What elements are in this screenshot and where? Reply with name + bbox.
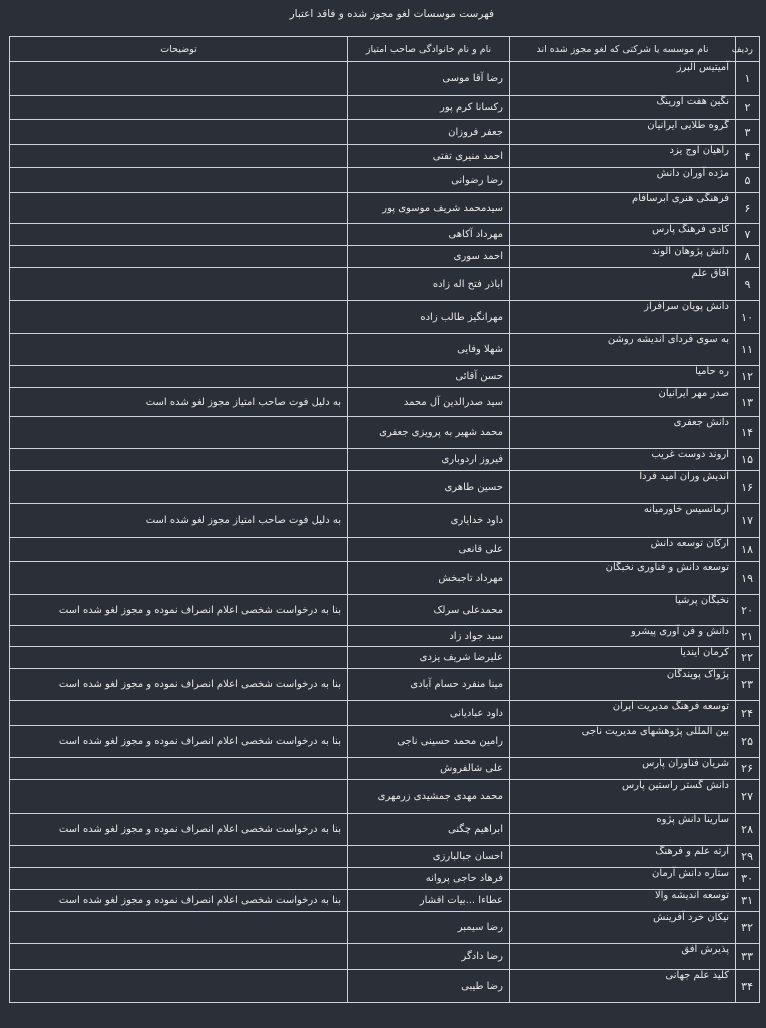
row-index: ۱۳ [736, 388, 760, 417]
row-index: ۲۱ [736, 626, 760, 647]
owner-name: سید صدرالدین آل محمد [348, 388, 510, 417]
institution-name: ارکان توسعه دانش [510, 538, 736, 562]
row-index: ۱۵ [736, 449, 760, 471]
institution-name: راهیان اوج یزد [510, 145, 736, 168]
row-index: ۵ [736, 168, 760, 193]
row-index: ۲۳ [736, 669, 760, 701]
institution-name: اندیش وران امید فردا [510, 471, 736, 504]
institution-name: دانش پژوهان الوند [510, 246, 736, 268]
row-notes [10, 301, 348, 334]
row-index: ۲۵ [736, 726, 760, 758]
owner-name: رضا رضوانی [348, 168, 510, 193]
row-notes: بنا به درخواست شخصی اعلام انصراف نموده و مجوز لغو شده است [10, 890, 348, 912]
page-title: فهرست موسسات لغو مجوز شده و فاقد اعتبار [289, 8, 494, 20]
table-row [10, 246, 760, 268]
institution-name: کادی فرهنگ پارس [510, 224, 736, 246]
row-notes [10, 168, 348, 193]
owner-name: شهلا وفایی [348, 334, 510, 366]
row-notes [10, 944, 348, 970]
institution-name: بین المللی پژوهشهای مدیریت ناجی [510, 726, 736, 758]
owner-name: اباذر فتح اله زاده [348, 268, 510, 301]
institution-name: توسعه فرهنگ مدیریت ایران [510, 701, 736, 726]
row-index: ۲۰ [736, 595, 760, 626]
table-header-row [10, 37, 760, 62]
row-notes [10, 471, 348, 504]
table-row [10, 758, 760, 780]
table-row [10, 449, 760, 471]
owner-name: رضا سیمبر [348, 912, 510, 944]
table-row [10, 912, 760, 944]
table-row [10, 193, 760, 224]
institution-name: آفاق علم [510, 268, 736, 301]
row-notes [10, 449, 348, 471]
row-index: ۸ [736, 246, 760, 268]
owner-name: عطاءا ...بیات افشار [348, 890, 510, 912]
table-row [10, 669, 760, 701]
table-row [10, 120, 760, 145]
row-index: ۱۰ [736, 301, 760, 334]
row-notes [10, 120, 348, 145]
institution-name: اروند دوست غریب [510, 449, 736, 471]
institution-name: سارینا دانش پژوه [510, 814, 736, 846]
owner-name: احمد سوری [348, 246, 510, 268]
owner-name: علی قانعی [348, 538, 510, 562]
table-row [10, 268, 760, 301]
row-notes [10, 647, 348, 669]
institution-name: مژده آوران دانش [510, 168, 736, 193]
institution-name: گروه طلایی ایرانیان [510, 120, 736, 145]
row-notes [10, 626, 348, 647]
institution-name: شریان فناوران پارس [510, 758, 736, 780]
owner-name: فیروز اردوباری [348, 449, 510, 471]
row-notes: بنا به درخواست شخصی اعلام انصراف نموده و مجوز لغو شده است [10, 726, 348, 758]
row-index: ۳۴ [736, 970, 760, 1003]
table-row [10, 504, 760, 538]
institution-name: دانش و فن آوری پیشرو [510, 626, 736, 647]
row-notes [10, 780, 348, 814]
row-index: ۱۸ [736, 538, 760, 562]
institution-name: به سوی فردای اندیشه روشن [510, 334, 736, 366]
institution-name: نگین هفت اورینگ [510, 96, 736, 120]
owner-name: رکسانا کرم پور [348, 96, 510, 120]
row-index: ۲۲ [736, 647, 760, 669]
row-index: ۲۷ [736, 780, 760, 814]
row-notes [10, 846, 348, 868]
institution-name: پذیرش افق [510, 944, 736, 970]
institution-name: توسعه دانش و فناوری نخبگان [510, 562, 736, 595]
table-row [10, 301, 760, 334]
owner-name: حسین طاهری [348, 471, 510, 504]
owner-name: فرهاد حاجی پروانه [348, 868, 510, 890]
row-index: ۱۱ [736, 334, 760, 366]
row-notes [10, 268, 348, 301]
owner-name: رضا آقا موسی [348, 62, 510, 96]
table-row [10, 868, 760, 890]
institution-name: آمیتیس البرز [510, 62, 736, 96]
row-index: ۱۴ [736, 417, 760, 449]
row-index: ۹ [736, 268, 760, 301]
institution-name: کلید علم جهانی [510, 970, 736, 1003]
table-row [10, 595, 760, 626]
table-row [10, 224, 760, 246]
table-row [10, 366, 760, 388]
table-row [10, 334, 760, 366]
owner-name: سید جواد زاد [348, 626, 510, 647]
table-row [10, 417, 760, 449]
table-row [10, 626, 760, 647]
row-notes [10, 62, 348, 96]
row-notes: بنا به درخواست شخصی اعلام انصراف نموده و مجوز لغو شده است [10, 669, 348, 701]
row-index: ۳۳ [736, 944, 760, 970]
table-row [10, 471, 760, 504]
row-notes [10, 970, 348, 1003]
owner-name: مهرداد آکاهی [348, 224, 510, 246]
owner-name: رامین محمد حسینی ناجی [348, 726, 510, 758]
owner-name: سیدمحمد شریف موسوی پور [348, 193, 510, 224]
institution-name: دانش جعفری [510, 417, 736, 449]
table-row [10, 647, 760, 669]
owner-name: داود خدایاری [348, 504, 510, 538]
row-notes: به دلیل فوت صاحب امتیاز مجوز لغو شده است [10, 504, 348, 538]
institution-name: فرهنگی هنری ابرسافام [510, 193, 736, 224]
row-index: ۳۱ [736, 890, 760, 912]
row-notes [10, 538, 348, 562]
table-row [10, 701, 760, 726]
row-notes [10, 145, 348, 168]
owner-name: محمد مهدی جمشیدی زرمهری [348, 780, 510, 814]
table-row [10, 944, 760, 970]
owner-name: علی شالفروش [348, 758, 510, 780]
institution-name: ره حامیا [510, 366, 736, 388]
table-row [10, 538, 760, 562]
table-row [10, 562, 760, 595]
row-notes [10, 562, 348, 595]
owner-name: رضا دادگر [348, 944, 510, 970]
row-notes [10, 246, 348, 268]
institution-name: نیکان خرد آفرینش [510, 912, 736, 944]
institution-name: ستاره دانش آرمان [510, 868, 736, 890]
table-row [10, 726, 760, 758]
owner-name: مهرداد تاجبخش [348, 562, 510, 595]
header-index: ردیف [736, 37, 760, 62]
row-notes: بنا به درخواست شخصی اعلام انصراف نموده و مجوز لغو شده است [10, 814, 348, 846]
row-notes [10, 912, 348, 944]
institution-name: دانش گستر راستین پارس [510, 780, 736, 814]
owner-name: جعفر فروزان [348, 120, 510, 145]
row-notes [10, 96, 348, 120]
owner-name: مینا منفرد حسام آبادی [348, 669, 510, 701]
header-institution: نام موسسه یا شرکتی که لغو مجوز شده اند [510, 37, 736, 62]
row-index: ۴ [736, 145, 760, 168]
table-row [10, 62, 760, 96]
table-row [10, 970, 760, 1003]
row-index: ۲۸ [736, 814, 760, 846]
institution-name: صدر مهر ایرانیان [510, 388, 736, 417]
owner-name: احسان جبالبارزی [348, 846, 510, 868]
row-notes [10, 868, 348, 890]
institution-name: آرته علم و فرهنگ [510, 846, 736, 868]
owner-name: رضا طیبی [348, 970, 510, 1003]
owner-name: مهرانگیز طالب زاده [348, 301, 510, 334]
row-notes [10, 334, 348, 366]
table-row [10, 780, 760, 814]
owner-name: احمد منیری تفتی [348, 145, 510, 168]
row-notes [10, 366, 348, 388]
row-index: ۳ [736, 120, 760, 145]
row-notes [10, 193, 348, 224]
row-index: ۲۴ [736, 701, 760, 726]
header-owner: نام و نام خانوادگی صاحب امتیاز [348, 37, 510, 62]
row-notes [10, 224, 348, 246]
row-notes: به دلیل فوت صاحب امتیاز مجوز لغو شده است [10, 388, 348, 417]
table-row [10, 96, 760, 120]
row-index: ۲۹ [736, 846, 760, 868]
table-row [10, 145, 760, 168]
institution-name: نخبگان پرشیا [510, 595, 736, 626]
row-notes [10, 701, 348, 726]
institution-name: توسعه اندیشه والا [510, 890, 736, 912]
owner-name: داود عبادیانی [348, 701, 510, 726]
table-row [10, 388, 760, 417]
row-notes [10, 758, 348, 780]
row-index: ۱۷ [736, 504, 760, 538]
row-index: ۱۲ [736, 366, 760, 388]
table-row [10, 890, 760, 912]
owner-name: محمد شهیر به پرویزی جعفری [348, 417, 510, 449]
header-notes: توضیحات [10, 37, 348, 62]
row-index: ۲۶ [736, 758, 760, 780]
row-index: ۶ [736, 193, 760, 224]
row-index: ۳۲ [736, 912, 760, 944]
institution-name: پژواک پویندگان [510, 669, 736, 701]
row-index: ۷ [736, 224, 760, 246]
row-index: ۲ [736, 96, 760, 120]
institution-name: آرمانسیس خاورمیانه [510, 504, 736, 538]
row-notes [10, 417, 348, 449]
table-row [10, 846, 760, 868]
institution-name: دانش پویان سرافراز [510, 301, 736, 334]
table-row [10, 814, 760, 846]
owner-name: ابراهیم چگنی [348, 814, 510, 846]
row-index: ۱۶ [736, 471, 760, 504]
revoked-institutions-table [9, 36, 760, 1003]
row-index: ۱۹ [736, 562, 760, 595]
owner-name: حسن آقائی [348, 366, 510, 388]
row-notes: بنا به درخواست شخصی اعلام انصراف نموده و مجوز لغو شده است [10, 595, 348, 626]
row-index: ۳۰ [736, 868, 760, 890]
institution-name: کرمان ایندیا [510, 647, 736, 669]
table-row [10, 168, 760, 193]
row-index: ۱ [736, 62, 760, 96]
owner-name: علیرضا شریف یزدی [348, 647, 510, 669]
owner-name: محمدعلی سرلک [348, 595, 510, 626]
